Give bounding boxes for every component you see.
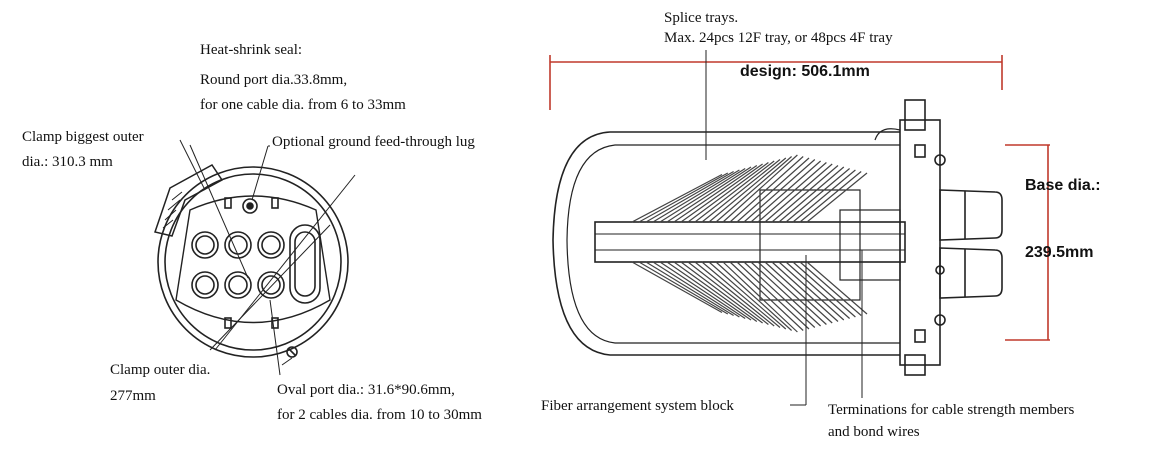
- splice-tray-line: [765, 164, 832, 222]
- clamp-outer-label: Clamp outer dia.: [110, 362, 211, 378]
- splice-trays-capacity: Max. 24pcs 12F tray, or 48pcs 4F tray: [664, 30, 893, 46]
- clamp-biggest-value: dia.: 310.3 mm: [22, 154, 113, 170]
- dome-shell: [553, 132, 900, 355]
- splice-trays-lower: [632, 262, 867, 332]
- splice-tray-line: [758, 163, 826, 223]
- heat-shrink-port: Round port dia.33.8mm,: [200, 72, 348, 88]
- splice-tray-line: [646, 172, 734, 223]
- end-view: [155, 165, 348, 357]
- splice-tray-line: [653, 170, 739, 222]
- splice-tray-line: [667, 262, 751, 320]
- round-port: [229, 276, 247, 294]
- heat-shrink-range: for one cable dia. from 6 to 33mm: [200, 97, 406, 113]
- right-leaders: [706, 50, 862, 405]
- cable-port-upper: [940, 190, 1002, 240]
- splice-tray-line: [646, 262, 734, 316]
- splice-tray-line: [674, 262, 757, 322]
- splice-tray-line: [765, 262, 832, 323]
- splice-tray-line: [758, 262, 826, 325]
- cable-port-lower: [940, 248, 1002, 298]
- base-dia-value: 239.5mm: [1025, 244, 1094, 261]
- splice-tray-line: [653, 262, 739, 317]
- round-port: [196, 236, 214, 254]
- oval-port-label: Oval port dia.: 31.6*90.6mm,: [277, 382, 455, 398]
- round-port: [262, 276, 280, 294]
- tray-frame: [595, 222, 905, 262]
- splice-trays-label: Splice trays.: [664, 10, 739, 26]
- terminations-label-2: and bond wires: [828, 424, 920, 440]
- splice-tray-line: [772, 262, 838, 322]
- ground-lug-label: Optional ground feed-through lug: [272, 134, 475, 150]
- splice-trays-upper: [632, 155, 867, 222]
- round-port: [196, 276, 214, 294]
- clamp-biggest-label: Clamp biggest outer: [22, 129, 144, 145]
- round-port: [262, 236, 280, 254]
- splice-tray-line: [639, 262, 728, 314]
- base-dia-label: Base dia.:: [1025, 177, 1101, 194]
- heat-shrink-title: Heat-shrink seal:: [200, 42, 303, 58]
- terminations-label: Terminations for cable strength members: [828, 402, 1075, 418]
- oval-port-range: for 2 cables dia. from 10 to 30mm: [277, 407, 482, 423]
- design-length: design: 506.1mm: [740, 63, 870, 80]
- round-port: [229, 236, 247, 254]
- fiber-block-label: Fiber arrangement system block: [541, 398, 734, 414]
- side-view: [553, 100, 1002, 375]
- oval-port-inner: [295, 232, 315, 296]
- clamp-outer-value: 277mm: [110, 388, 156, 404]
